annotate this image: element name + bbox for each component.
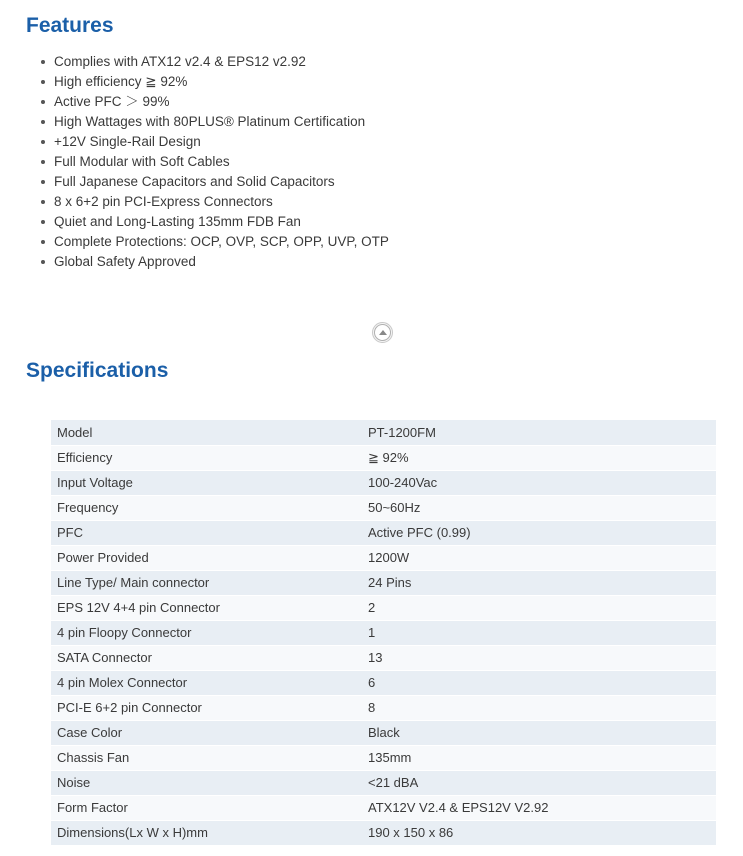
features-list bbox=[34, 52, 694, 272]
scroll-to-top-arrow-icon bbox=[374, 324, 391, 341]
list-item: Complies with ATX12 v2.4 & EPS12 v2.92 bbox=[54, 52, 694, 72]
spec-value: Active PFC (0.99) bbox=[362, 520, 716, 545]
spec-value: 6 bbox=[362, 670, 716, 695]
table-row bbox=[51, 670, 716, 695]
spec-value: 190 x 150 x 86 bbox=[362, 820, 716, 845]
spec-value: 1 bbox=[362, 620, 716, 645]
list-item: High efficiency ≧ 92% bbox=[54, 72, 694, 92]
spec-label: PFC bbox=[51, 520, 362, 545]
spec-label: Chassis Fan bbox=[51, 745, 362, 770]
spec-label: 4 pin Floopy Connector bbox=[51, 620, 362, 645]
spec-label: Noise bbox=[51, 770, 362, 795]
spec-label: Case Color bbox=[51, 720, 362, 745]
arrow-up-glyph bbox=[379, 330, 387, 335]
table-row bbox=[51, 820, 716, 845]
list-item: 8 x 6+2 pin PCI-Express Connectors bbox=[54, 192, 694, 212]
table-row bbox=[51, 720, 716, 745]
spec-value: 2 bbox=[362, 595, 716, 620]
table-row bbox=[51, 795, 716, 820]
list-item: Quiet and Long-Lasting 135mm FDB Fan bbox=[54, 212, 694, 232]
list-item: Active PFC ＞ 99% bbox=[54, 92, 694, 112]
list-item: Full Japanese Capacitors and Solid Capacitors bbox=[54, 172, 694, 192]
spec-value: ≧ 92% bbox=[362, 445, 716, 470]
spec-value: 8 bbox=[362, 695, 716, 720]
table-row bbox=[51, 695, 716, 720]
spec-value: 50~60Hz bbox=[362, 495, 716, 520]
spec-label: Efficiency bbox=[51, 445, 362, 470]
scroll-to-top-button[interactable] bbox=[372, 322, 393, 343]
table-row bbox=[51, 520, 716, 545]
spec-value: PT-1200FM bbox=[362, 420, 716, 445]
list-item: Global Safety Approved bbox=[54, 252, 694, 272]
spec-label: Line Type/ Main connector bbox=[51, 570, 362, 595]
features-heading: Features bbox=[26, 14, 114, 37]
spec-value: <21 dBA bbox=[362, 770, 716, 795]
specifications-table bbox=[51, 420, 716, 846]
list-item: High Wattages with 80PLUS® Platinum Certification bbox=[54, 112, 694, 132]
spec-label: Input Voltage bbox=[51, 470, 362, 495]
table-row bbox=[51, 495, 716, 520]
spec-value: ATX12V V2.4 & EPS12V V2.92 bbox=[362, 795, 716, 820]
table-row bbox=[51, 770, 716, 795]
table-row bbox=[51, 445, 716, 470]
spec-label: Power Provided bbox=[51, 545, 362, 570]
spec-label: PCI-E 6+2 pin Connector bbox=[51, 695, 362, 720]
spec-value: 24 Pins bbox=[362, 570, 716, 595]
spec-label: Frequency bbox=[51, 495, 362, 520]
table-row bbox=[51, 620, 716, 645]
list-item: Full Modular with Soft Cables bbox=[54, 152, 694, 172]
spec-value: 100-240Vac bbox=[362, 470, 716, 495]
spec-label: 4 pin Molex Connector bbox=[51, 670, 362, 695]
table-row bbox=[51, 420, 716, 445]
table-row bbox=[51, 570, 716, 595]
spec-label: SATA Connector bbox=[51, 645, 362, 670]
table-row bbox=[51, 470, 716, 495]
table-row bbox=[51, 595, 716, 620]
list-item: +12V Single-Rail Design bbox=[54, 132, 694, 152]
spec-value: 13 bbox=[362, 645, 716, 670]
spec-value: 1200W bbox=[362, 545, 716, 570]
spec-label: Dimensions(Lx W x H)mm bbox=[51, 820, 362, 845]
spec-label: Form Factor bbox=[51, 795, 362, 820]
table-row bbox=[51, 745, 716, 770]
spec-label: EPS 12V 4+4 pin Connector bbox=[51, 595, 362, 620]
spec-value: Black bbox=[362, 720, 716, 745]
list-item: Complete Protections: OCP, OVP, SCP, OPP, UVP, OTP bbox=[54, 232, 694, 252]
table-row bbox=[51, 645, 716, 670]
table-row bbox=[51, 545, 716, 570]
spec-label: Model bbox=[51, 420, 362, 445]
spec-value: 135mm bbox=[362, 745, 716, 770]
specifications-heading: Specifications bbox=[26, 359, 169, 382]
